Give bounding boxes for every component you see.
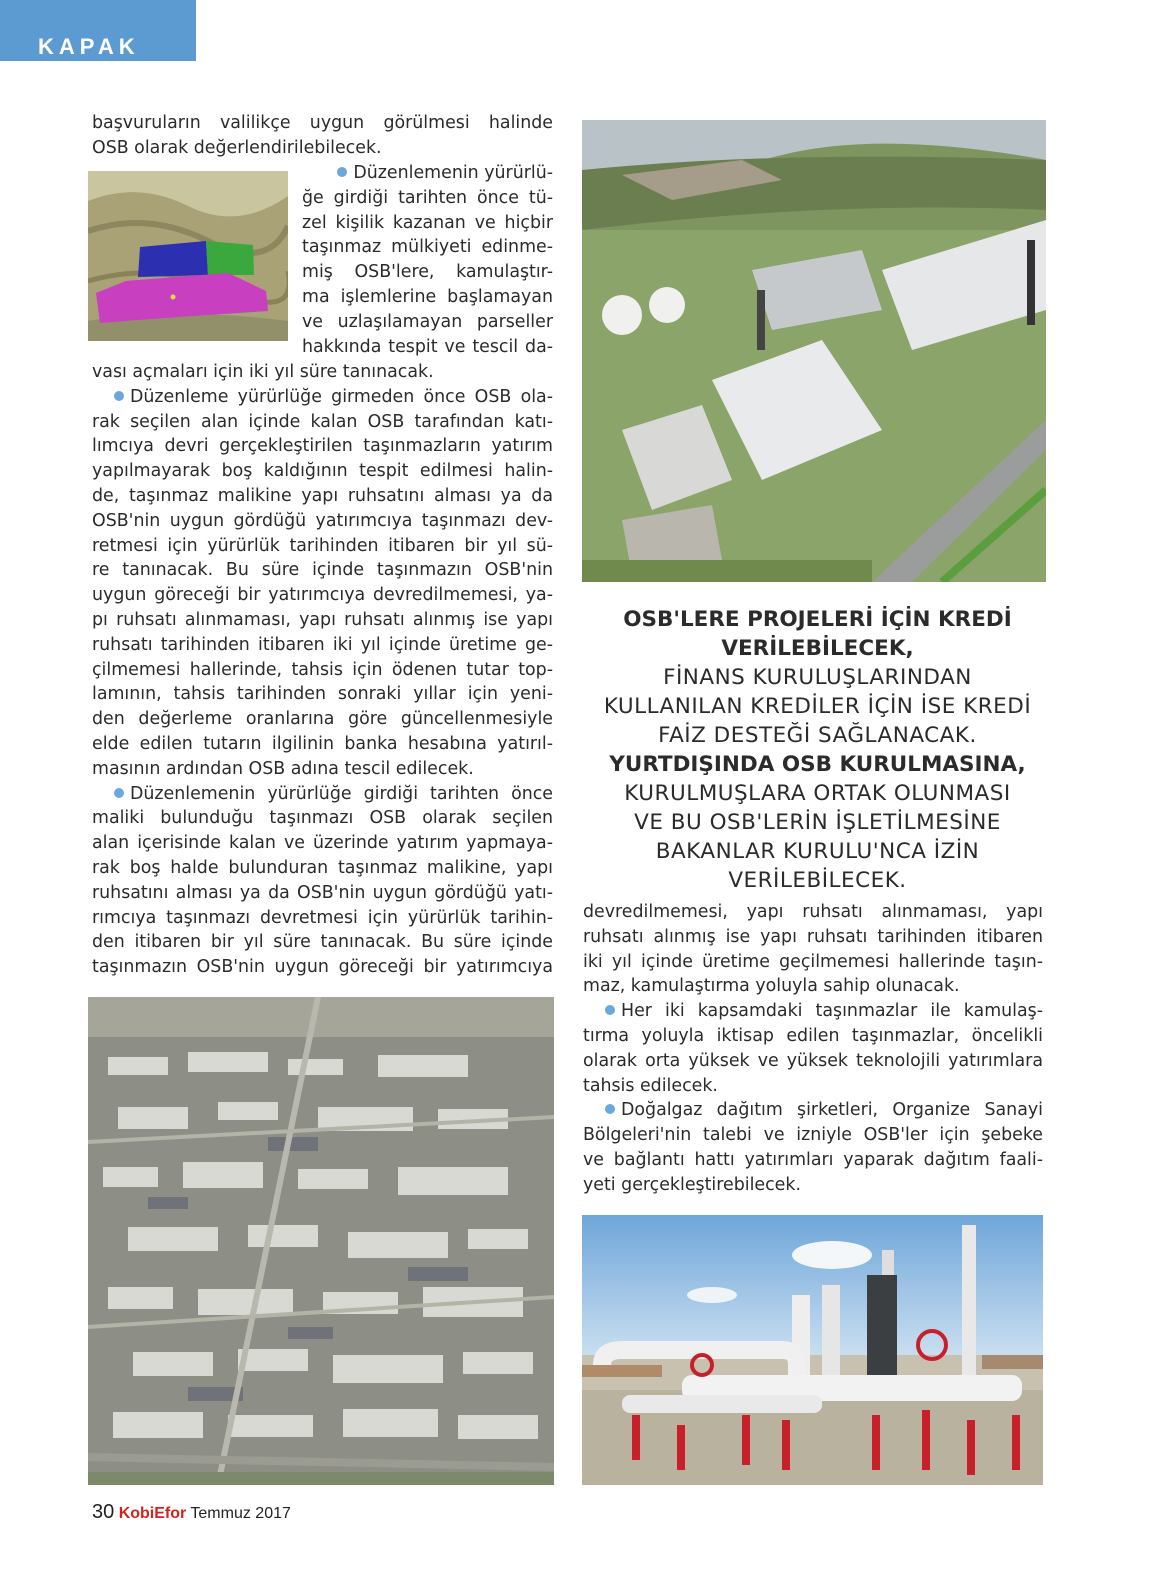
text-line: re tanınacak. Bu süre içinde taşınmazın OSB'nin — [92, 560, 553, 581]
text-line: uygun göreceği bir yatırımcıya devredilmemesi, ya- — [92, 585, 553, 606]
text-line: çilmemesi hallerinde, tahsis için ödenen tutar top- — [92, 659, 553, 680]
text-line: taşınmazın OSB'nin uygun göreceği bir yatırımcıya — [92, 957, 553, 978]
left-body-text — [92, 360, 553, 980]
text-line: lımcıya devri gerçekleştirilen taşınmazların yatırım — [92, 436, 553, 457]
callout-line-bold: YURTDIŞINDA OSB KURULMASINA, — [609, 752, 1026, 777]
bullet-icon — [114, 788, 124, 798]
bullet-icon — [337, 167, 347, 177]
text-line: ve uzlaşılamayan parseller — [302, 311, 553, 332]
text-line: elde edilen tutarın ilgilinin banka hesabına yatırıl- — [92, 733, 553, 754]
text-line: ğe girdiği tarihten önce tü- — [302, 187, 553, 208]
text-line: ve bağlantı hattı yatırımları yaparak dağıtım faali- — [583, 1149, 1043, 1170]
text-line: zel kişilik kazanan ve hiçbir — [302, 212, 553, 233]
callout-line: FİNANS KURULUŞLARINDAN — [663, 665, 972, 690]
text-line: alan içerisinde kalan ve üzerinde yatırım yapmaya- — [92, 833, 553, 854]
text-line: rak boş halde bulunduran taşınmaz malikine, yapı — [92, 857, 553, 878]
text-line: Düzenlemenin yürürlü- — [302, 161, 553, 186]
text-line: başvuruların valilikçe uygun görülmesi halinde — [92, 113, 553, 133]
text-line: OSB'nin uygun gördüğü yatırımcıya taşınmazı dev- — [92, 510, 553, 531]
callout-line: VE BU OSB'LERİN İŞLETİLMESİNE — [634, 810, 1001, 835]
text-line: yapılmayarak boş kaldığının tespit edilmesi halin- — [92, 461, 553, 482]
callout-line: VERİLEBİLECEK. — [728, 868, 907, 893]
text-line: Düzenlemenin yürürlüğe girdiği tarihten önce — [92, 782, 553, 807]
text-line: iki yıl içinde üretime geçilmemesi hallerinde taşın- — [583, 951, 1043, 972]
text-line: taşınmaz mülkiyeti edinme- — [302, 237, 553, 258]
bullet-icon — [114, 391, 124, 401]
callout-line: KULLANILAN KREDİLER İÇİN İSE KREDİ — [603, 694, 1032, 719]
callout-line: KURULMUŞLARA ORTAK OLUNMASI — [624, 781, 1011, 806]
text-line: maz, kamulaştırma yoluyla sahip olunacak. — [583, 976, 960, 997]
text-line: de, taşınmaz malikine yapı ruhsatını alması ya da — [92, 485, 553, 506]
bullet-icon — [605, 1005, 615, 1015]
bullet-icon — [605, 1104, 615, 1114]
pull-quote — [587, 605, 1048, 895]
right-body-text — [583, 900, 1043, 1198]
text-line: OSB olarak değerlendirilebilecek. — [92, 137, 382, 158]
aerial-industrial-zone-image — [88, 997, 554, 1485]
left-intro — [92, 111, 553, 161]
gas-pipeline-station-image — [582, 1215, 1043, 1485]
text-line: hakkında tespit ve tescil da- — [302, 336, 553, 357]
topographic-map-image — [88, 171, 288, 341]
text-line: olarak orta yüksek ve yüksek teknolojili yatırımlara — [583, 1050, 1043, 1071]
factory-aerial-image — [582, 120, 1046, 582]
text-line: yeti gerçekleştirebilecek. — [583, 1174, 801, 1195]
text-line: den itibaren bir yıl süre tanınacak. Bu süre içinde — [92, 932, 553, 953]
text-line: ruhsatını alması ya da OSB'nin uygun gördüğü yatı- — [92, 882, 553, 903]
text-line: lamının, tahsis tarihinden sonraki yıllar için yeni- — [92, 684, 553, 705]
text-line: vası açmaları için iki yıl süre tanınacak. — [92, 362, 434, 382]
text-line: Düzenleme yürürlüğe girmeden önce OSB ola- — [92, 385, 553, 410]
text-line: miş OSB'lere, kamulaştır- — [302, 262, 553, 283]
text-line: den değerleme oranlarına göre güncellenmesiyle — [92, 709, 553, 730]
text-line: tırma yoluyla iktisap edilen taşınmazlar, öncelikli — [583, 1025, 1043, 1046]
text-line: Bölgeleri'nin talebi ve izniyle OSB'ler için şebeke — [583, 1125, 1043, 1146]
text-line: tahsis edilecek. — [583, 1075, 718, 1096]
text-line: ruhsatı tarihinden itibaren iki yıl içinde üretime ge- — [92, 634, 553, 655]
magazine-name: KobiEfor — [118, 1505, 187, 1522]
text-line: maliki bulunduğu taşınmazı OSB olarak seçilen — [92, 808, 553, 829]
text-line: devredilmemesi, yapı ruhsatı alınmaması, yapı — [583, 902, 1043, 922]
text-line: Her iki kapsamdaki taşınmazlar ile kamulaş- — [583, 999, 1043, 1024]
text-line: rımcıya taşınmazı devretmesi için yürürlük tarihin- — [92, 907, 553, 928]
text-line: Doğalgaz dağıtım şirketleri, Organize Sanayi — [583, 1098, 1043, 1123]
callout-line: BAKANLAR KURULU'NCA İZİN — [655, 839, 980, 864]
text-line: rak seçilen alan içinde kalan OSB tarafından katı- — [92, 411, 553, 432]
section-label: KAPAK — [38, 34, 140, 59]
text-line: retmesi için yürürlük tarihinden itibaren bir yıl sü- — [92, 535, 553, 556]
text-line: pı ruhsatı alınmaması, yapı ruhsatı alınmış ise yapı — [92, 609, 553, 630]
page-footer — [92, 1501, 291, 1524]
left-wrap-text — [302, 161, 553, 359]
text-line: masının ardından OSB adına tescil edilecek. — [92, 758, 474, 779]
text-line: ma işlemlerine başlamayan — [302, 286, 553, 307]
callout-line: FAİZ DESTEĞİ SAĞLANACAK. — [658, 723, 977, 748]
text-line: ruhsatı alınmış ise yapı ruhsatı tarihinden itibaren — [583, 926, 1043, 947]
section-tab — [0, 0, 196, 61]
issue-date: Temmuz 2017 — [190, 1505, 291, 1522]
callout-line-bold: VERİLEBİLECEK, — [721, 636, 914, 661]
callout-line-bold: OSB'LERE PROJELERİ İÇİN KREDİ — [623, 607, 1012, 632]
page-number: 30 — [92, 1501, 115, 1523]
